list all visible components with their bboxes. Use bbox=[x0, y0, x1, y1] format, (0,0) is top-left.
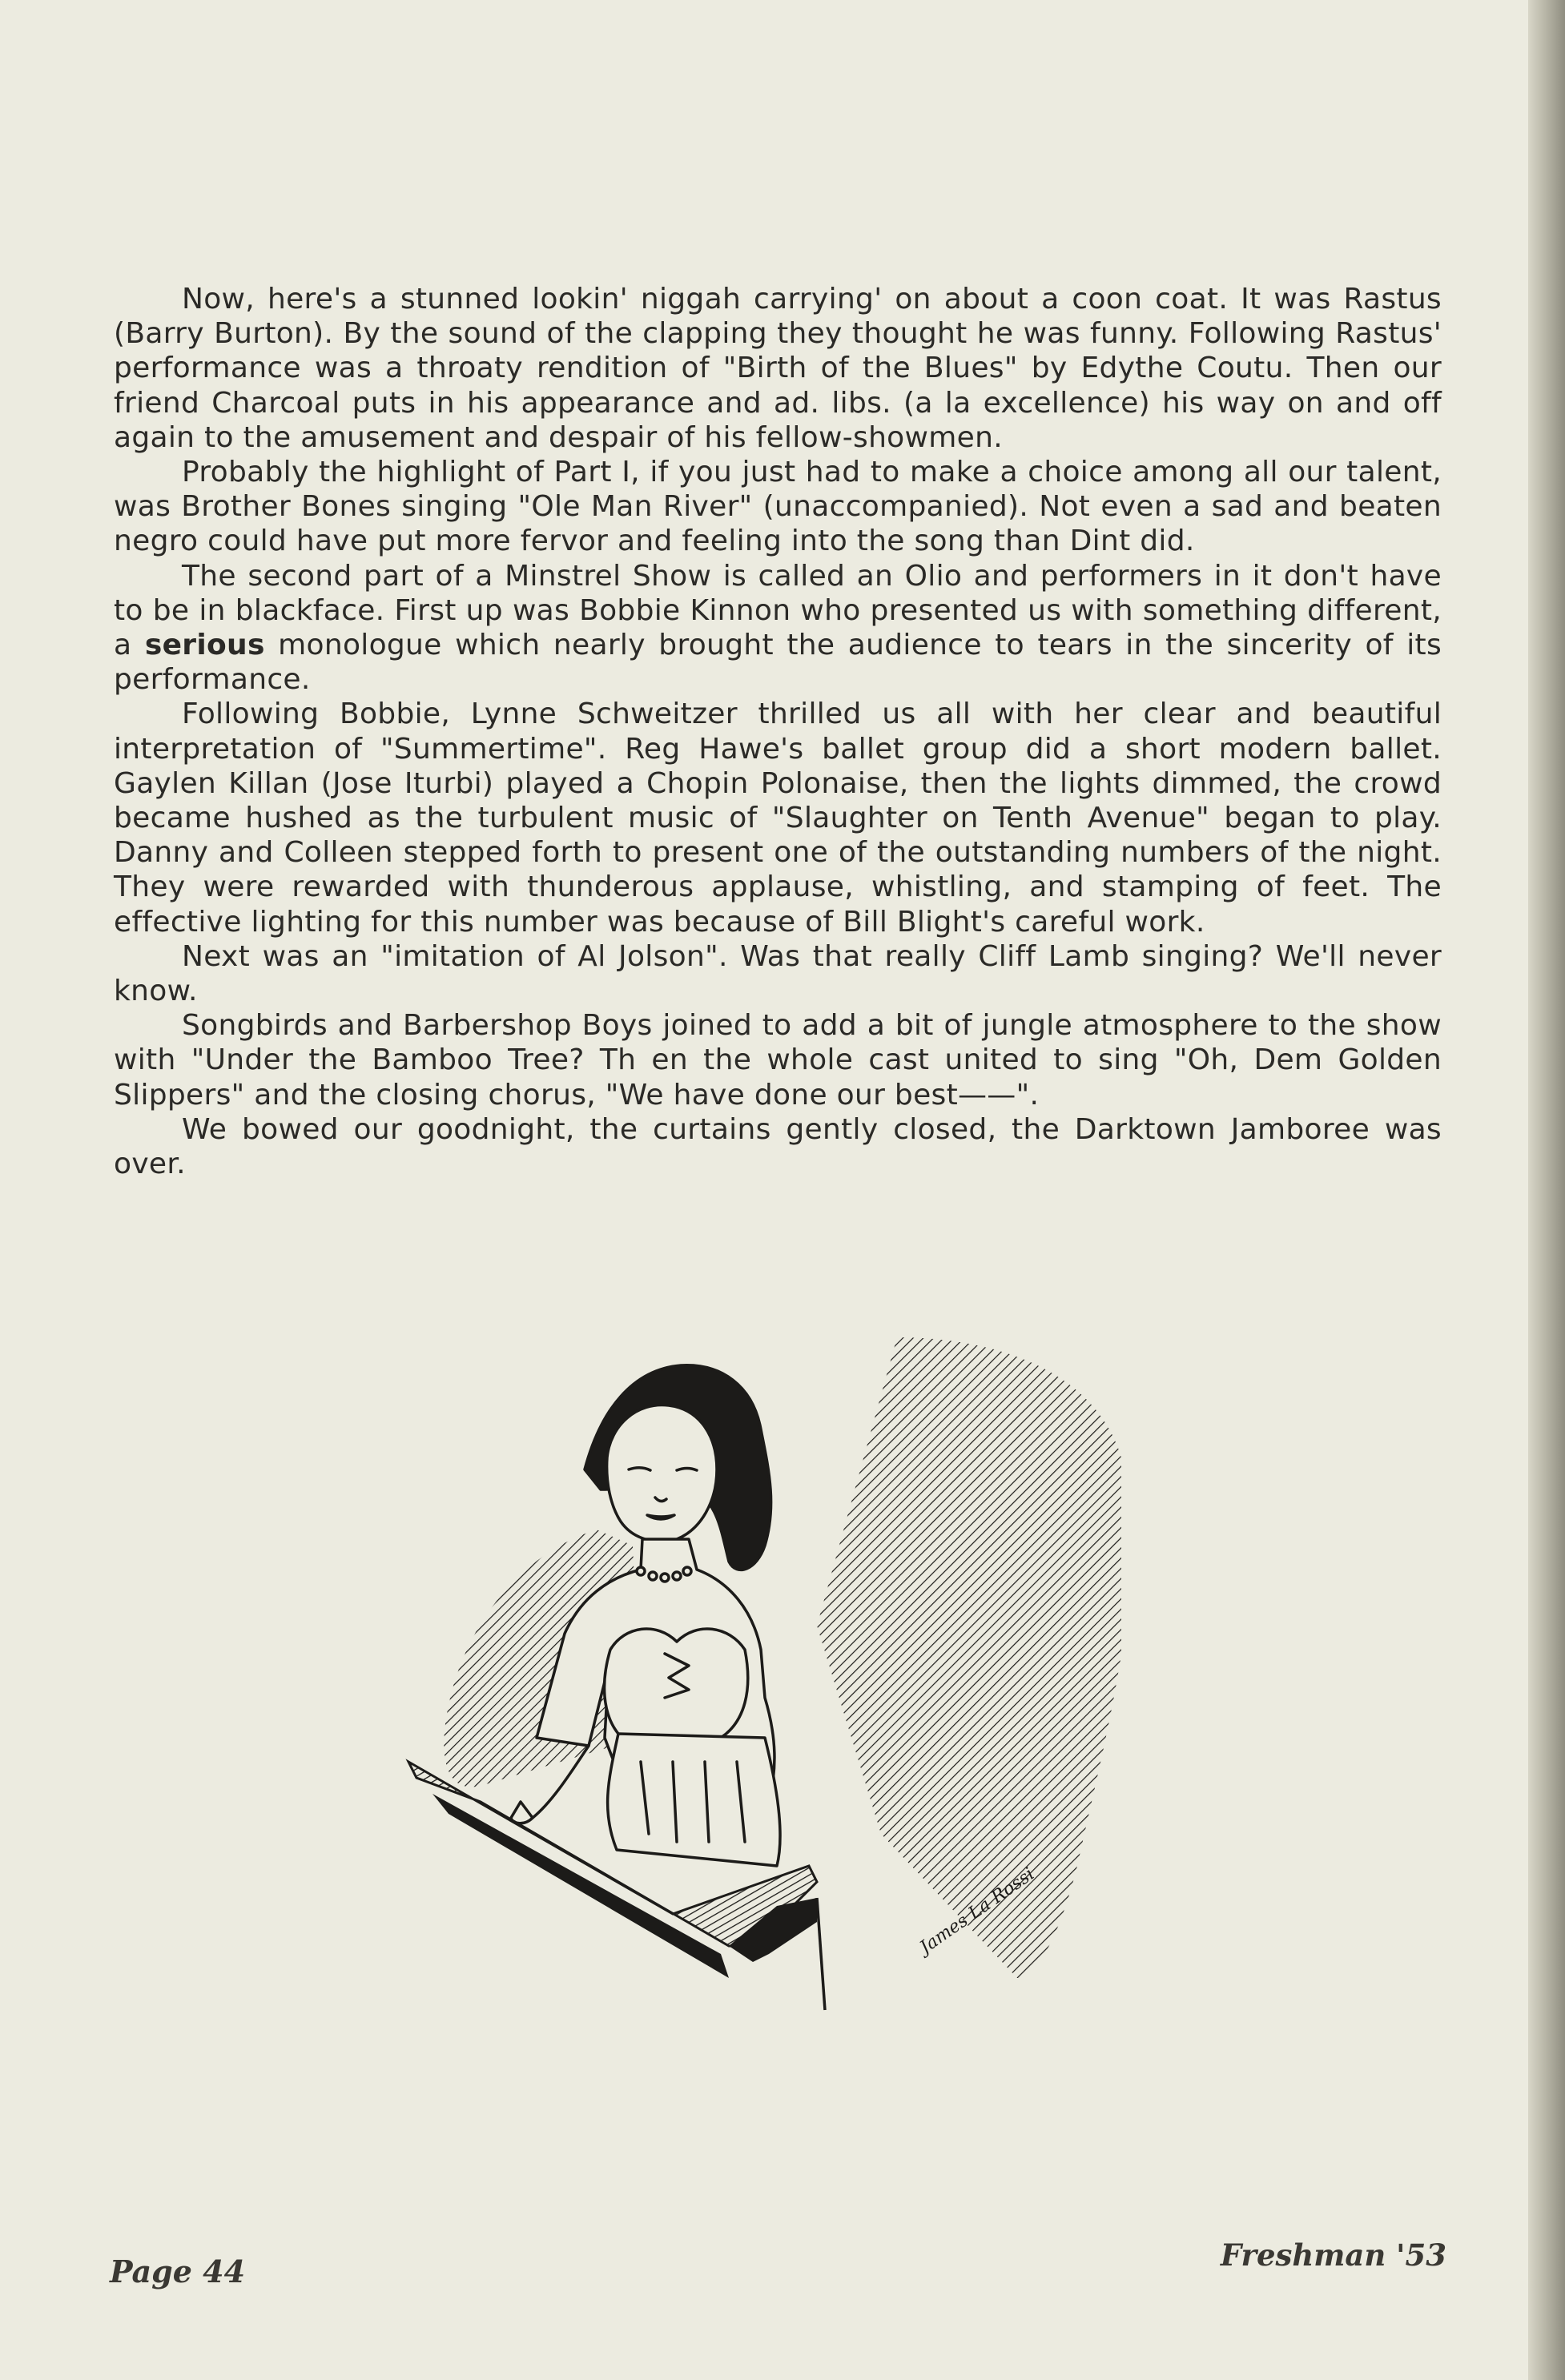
paragraph-al-jolson: Next was an "imitation of Al Jolson". Was that really Cliff Lamb singing? We'll never know. bbox=[114, 939, 1442, 1008]
paragraph-olio bbox=[114, 559, 1442, 698]
artist-signature: James La Rossi bbox=[916, 1863, 1039, 1958]
olio-text-end: monologue which nearly brought the audience to tears in the sincerity of its performance. bbox=[114, 629, 1442, 697]
pianist-illustration bbox=[400, 1289, 1121, 2026]
article-body bbox=[114, 282, 1442, 1181]
paragraph-brother-bones: Probably the highlight of Part I, if you just had to make a choice among all our talent, was Brother Bones singing "Ole Man River" (unaccompanied). Not even a sad and beaten negro could have put more fervor and feeling into the song than Dint did. bbox=[114, 456, 1442, 558]
page-number: Page 44 bbox=[110, 2253, 246, 2290]
paragraph-rastus: Now, here's a stunned lookin' niggah carrying' on about a coon coat. It was Rastus (Barry Burton). By the sound of the clapping they thought he was funny. Following Rastus' performance was a throaty rendition of "Birth of the Blues" by Edythe Coutu. Then our friend Charcoal puts in his appearance and ad. libs. (a la excellence) his way on and off again to the amusement and despair of his fellow-showmen. bbox=[114, 283, 1442, 454]
paragraph-closing: We bowed our goodnight, the curtains gently closed, the Darktown Jamboree was over. bbox=[114, 1112, 1442, 1181]
page-binding-edge bbox=[1528, 0, 1565, 2380]
emphasis-serious: serious bbox=[144, 629, 265, 662]
publication-title: Freshman '53 bbox=[1220, 2237, 1446, 2273]
paragraph-following-bobbie: Following Bobbie, Lynne Schweitzer thrilled us all with her clear and beautiful interpretation of "Summertime". Reg Hawe's ballet group did a short modern ballet. Gaylen Killan (Jose Iturbi) played a Chopin Polonaise, then the lights dimmed, the crowd became hushed as the turbulent music of "Slaughter on Tenth Avenue" began to play. Danny and Colleen stepped forth to present one of the outstanding numbers of the night. They were rewarded with thunderous applause, whistling, and stamping of feet. The effective lighting for this number was because of Bill Blight's careful work. bbox=[114, 698, 1442, 939]
olio-text-start: The second part of a Minstrel Show is called an Olio and performers in it don't have to be in blackface. First up was Bobbie Kinnon who presented us with something different, a bbox=[114, 559, 1442, 662]
paragraph-songbirds: Songbirds and Barbershop Boys joined to add a bit of jungle atmosphere to the show with "Under the Bamboo Tree? Th en the whole cast united to sing "Oh, Dem Golden Slippers" and the closing chorus, "We have done our best——". bbox=[114, 1009, 1442, 1112]
